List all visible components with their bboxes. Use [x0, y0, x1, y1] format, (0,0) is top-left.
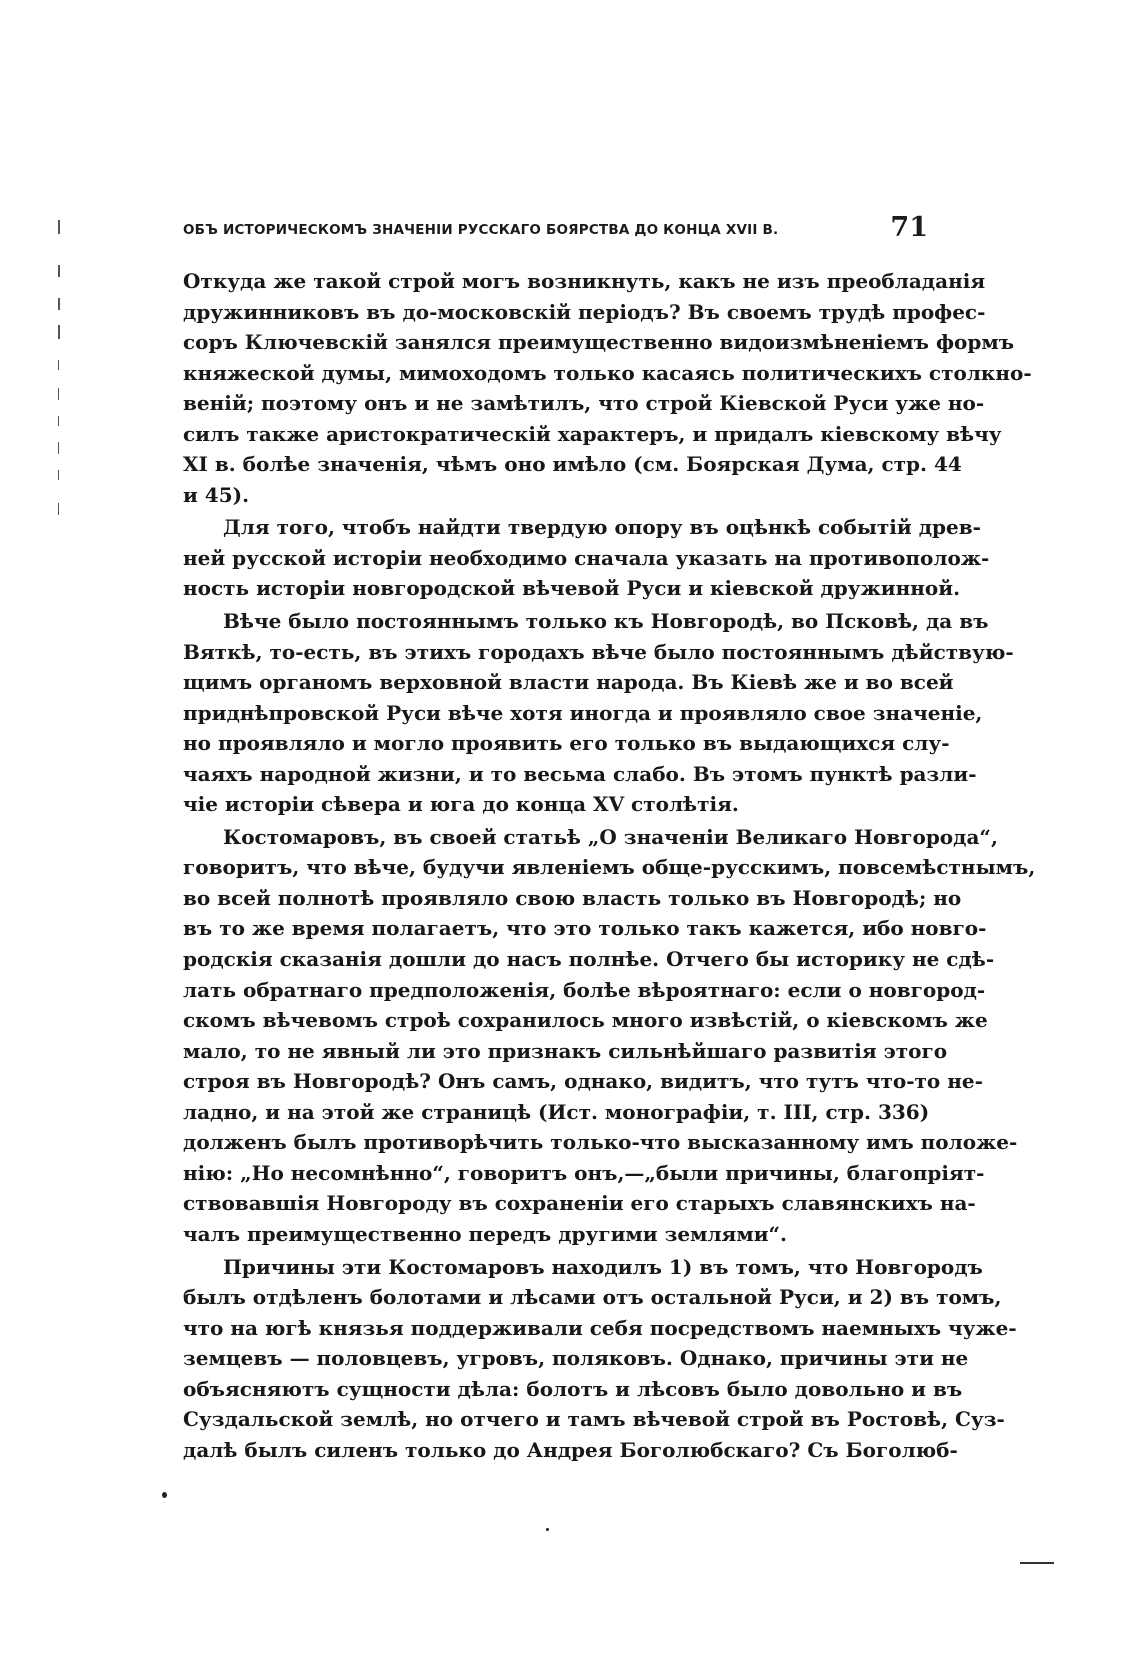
text-line: XI в. болѣе значенія, чѣмъ оно имѣло (см. Боярская Дума, стр. 44	[183, 452, 962, 477]
text-line: чалъ преимущественно передъ другими землями“.	[183, 1221, 787, 1246]
text-line: въ то же время полагаетъ, что это только такъ кажется, ибо новго-	[183, 916, 987, 941]
running-title: ОБЪ ИСТОРИЧЕСКОМЪ ЗНАЧЕНІИ РУССКАГО БОЯРСТВА ДО КОНЦА XVII В.	[183, 222, 779, 238]
text-line: ладно, и на этой же страницѣ (Ист. монографіи, т. III, стр. 336)	[183, 1099, 930, 1124]
text-line: но проявляло и могло проявить его только въ выдающихся слу-	[183, 731, 950, 756]
text-line: Суздальской землѣ, но отчего и тамъ вѣчевой строй въ Ростовѣ, Суз-	[183, 1407, 1005, 1432]
text-line: чаяхъ народной жизни, и то весьма слабо. Въ этомъ пунктѣ разли-	[183, 761, 977, 786]
text-line: щимъ органомъ верховной власти народа. Въ Кіевѣ же и во всей	[183, 670, 954, 695]
text-line: Откуда же такой строй могъ возникнуть, какъ не изъ преобладанія	[183, 269, 986, 293]
text-line: ность исторіи новгородской вѣчевой Руси и кіевской дружинной.	[183, 576, 961, 601]
text-line: Причины эти Костомаровъ находилъ 1) въ томъ, что Новгородъ	[223, 1254, 983, 1279]
text-line: былъ отдѣленъ болотами и лѣсами отъ остальной Руси, и 2) въ томъ,	[183, 1285, 1002, 1310]
margin-mark	[58, 470, 59, 480]
text-line: родскія сказанія дошли до насъ полнѣе. Отчего бы историку не сдѣ-	[183, 947, 995, 972]
text-line: нію: „Но несомнѣнно“, говоритъ онъ,—„были причины, благопріят-	[183, 1160, 985, 1185]
text-line: приднѣпровской Руси вѣче хотя иногда и проявляло свое значеніе,	[183, 700, 983, 725]
ink-speck	[162, 1492, 167, 1498]
text-line: Для того, чтобъ найдти твердую опору въ оцѣнкѣ событій древ-	[223, 515, 981, 540]
text-line: и 45).	[183, 482, 250, 507]
paragraph	[183, 822, 1036, 1250]
text-line: веній; поэтому онъ и не замѣтилъ, что строй Кіевской Руси уже но-	[183, 391, 985, 416]
body-text	[183, 266, 1036, 1467]
ink-speck	[546, 1528, 549, 1531]
text-line: мало, то не явный ли это признакъ сильнѣйшаго развитія этого	[183, 1038, 948, 1063]
text-line: во всей полнотѣ проявляло свою власть только въ Новгородѣ; но	[183, 885, 962, 910]
text-line: Вяткѣ, то-есть, въ этихъ городахъ вѣче было постояннымъ дѣйствую-	[183, 639, 1014, 664]
margin-mark	[58, 325, 60, 339]
text-line: строя въ Новгородѣ? Онъ самъ, однако, видитъ, что тутъ что-то не-	[183, 1069, 983, 1094]
text-line: земцевъ — половцевъ, угровъ, поляковъ. Однако, причины эти не	[183, 1346, 969, 1371]
text-line: говоритъ, что вѣче, будучи явленіемъ обще-русскимъ, повсемѣстнымъ,	[183, 855, 1036, 880]
left-margin-marks	[58, 220, 68, 540]
text-line: Вѣче было постояннымъ только къ Новгородѣ, во Псковѣ, да въ	[223, 609, 989, 634]
text-line: дружинниковъ въ до-московскій періодъ? Въ своемъ трудѣ профес-	[183, 299, 986, 324]
margin-mark	[58, 360, 59, 370]
paragraph	[183, 606, 1014, 820]
text-line: чіе исторіи сѣвера и юга до конца XV столѣтія.	[183, 792, 739, 817]
text-line: ствовавшія Новгороду въ сохраненіи его старыхъ славянскихъ на-	[183, 1191, 976, 1216]
text-line: княжеской думы, мимоходомъ только касаясь политическихъ столкно-	[183, 360, 1032, 385]
text-line: силъ также аристократическій характеръ, и придалъ кіевскому вѣчу	[183, 421, 1002, 446]
text-line: долженъ былъ противорѣчить только-что высказанному имъ положе-	[183, 1130, 1018, 1155]
text-line: соръ Ключевскій занялся преимущественно видоизмѣненіемъ формъ	[183, 330, 1015, 355]
margin-mark	[58, 388, 59, 400]
text-line: Костомаровъ, въ своей статьѣ „О значеніи Великаго Новгорода“,	[223, 824, 998, 849]
text-line: далѣ былъ силенъ только до Андрея Боголюбскаго? Съ Боголюб-	[183, 1437, 958, 1462]
margin-dash-mark	[1020, 1562, 1054, 1564]
margin-mark	[58, 416, 59, 426]
page-number: 71	[890, 212, 928, 243]
text-line: скомъ вѣчевомъ строѣ сохранилось много извѣстій, о кіевскомъ же	[183, 1008, 988, 1033]
margin-mark	[58, 220, 60, 234]
margin-mark	[58, 265, 60, 277]
running-head	[183, 212, 928, 252]
text-line: ней русской исторіи необходимо сначала указать на противополож-	[183, 545, 990, 570]
margin-mark	[58, 503, 59, 515]
text-line: объясняютъ сущности дѣла: болотъ и лѣсовъ было довольно и въ	[183, 1376, 963, 1401]
text-line: лать обратнаго предположенія, болѣе вѣроятнаго: если о новгород-	[183, 977, 986, 1002]
text-line: что на югѣ князья поддерживали себя посредствомъ наемныхъ чуже-	[183, 1315, 1017, 1340]
paragraph	[183, 512, 990, 604]
margin-mark	[58, 298, 60, 310]
margin-mark	[58, 442, 59, 454]
paragraph	[183, 266, 1032, 510]
paragraph	[183, 1252, 1017, 1466]
